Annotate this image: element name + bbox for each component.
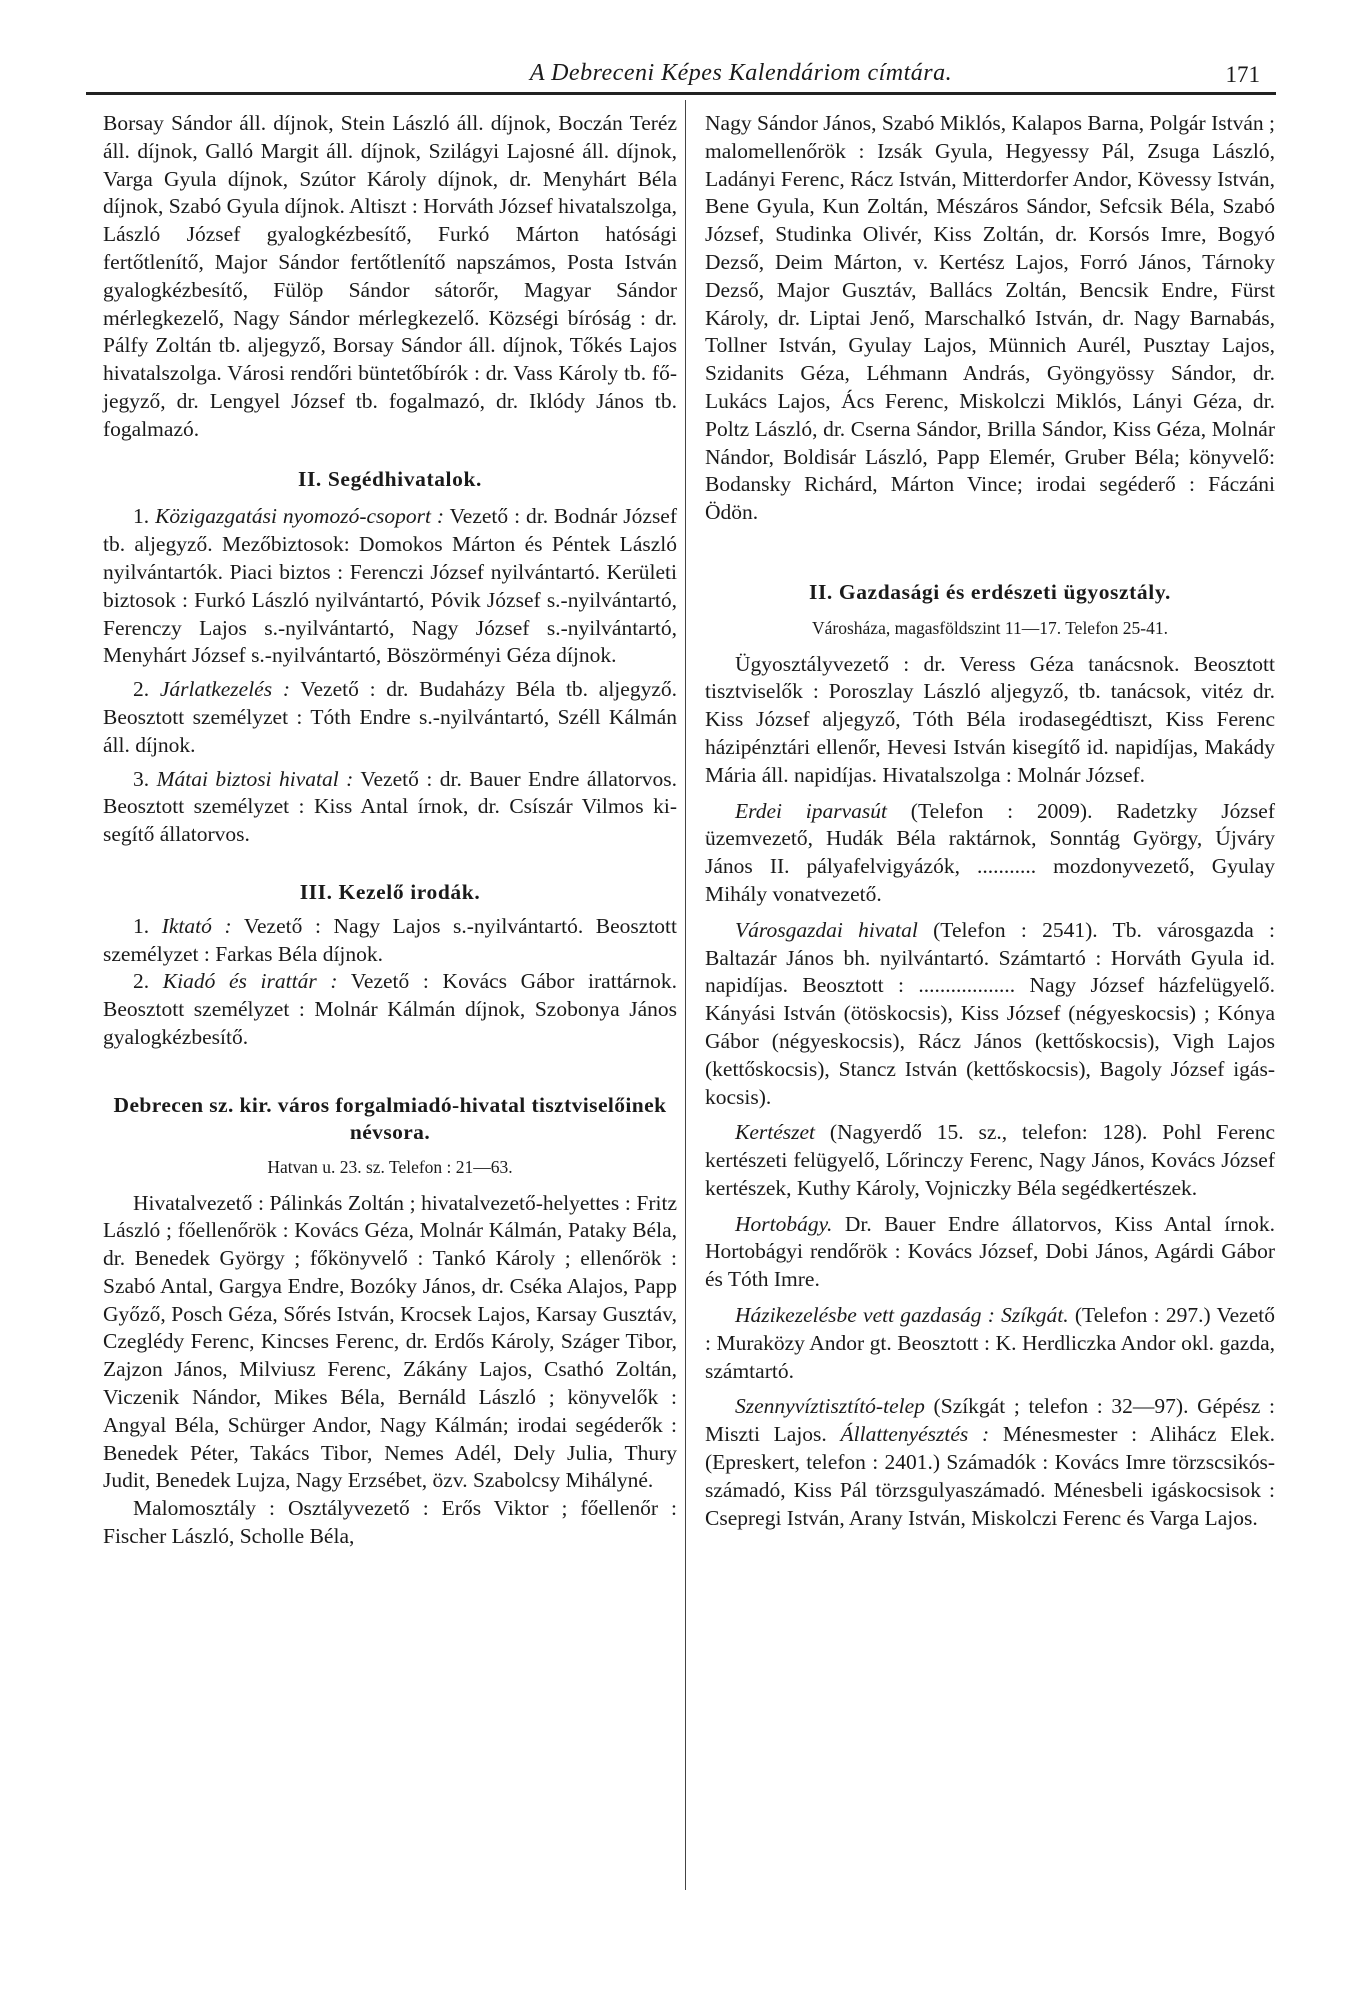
item-text: Vezető : Kovács Gábor irattárnok. Beosztott személyzet : Molnár Kálmán díjnok, Szobonya János gyalogkézbesítő. [103, 969, 677, 1049]
item-text: (Telefon : 2541). Tb. városgazda : Baltazár János bh. nyilvántartó. Számtartó : Horváth Gyula id. napidíjas. Beosztott : .................. Nagy József házfelügyelő. Kányási István (ötöskocsis), Kiss József (négyeskocsis) ; Kónya Gábor (négyeskocsis), Rácz János (kettőskocsis), Vigh Lajos (kettőskocsis), Stancz István (kettőskocsis), Bagoly József igáskocsis). [705, 917, 1276, 1109]
paragraph [705, 1119, 1275, 1202]
item-text: Ménesmester : Alihácz Elek. (Epreskert, telefon : 2401.) Számadók : Kovács Imre törzscsikós-számadó, Kiss Pál törzsgulyaszámadó. Ménesbeli igáskocsisok : Csepregi István, Arany István, Miskolczi Ferenc és Varga Lajos. [705, 1422, 1275, 1530]
item-text: (Szíkgát ; telefon : 32—97). Gépész : Miszti Lajos. [705, 1394, 1275, 1447]
paragraph: Malomosztály : Osztályvezető : Erős Viktor ; főellenőr : Fischer László, Scholle Béla, [103, 1496, 677, 1549]
paragraph [103, 913, 677, 969]
item-title: Házikezelésbe vett gazdaság : Szíkgát. [735, 1303, 1069, 1328]
item-text: (Telefon : 2009). Radetzky József üzemvezető, Hudák Béla raktárnok, Sonntág György, Újváry János II. pályafelvigyázók, ........... mozdonyvezető, Gyulay Mihály vonatvezető. [705, 798, 1275, 906]
paragraph [103, 503, 677, 670]
section-heading: II. Gazdasági és erdészeti ügyosztály. [809, 579, 1171, 604]
paragraph: Ügyosztályvezető : dr. Veress Géza tanácsnok. Beosztott tisztviselők : Poroszlay László aljegyző, tb. tanácsok, vitéz dr. Kiss József aljegyző, Tóth Béla irodasegédtiszt, Kiss Ferenc házipénztári ellenőr, Hevesi István kisegítő id. napidíjas, Makády Mária áll. napidíjas. Hivatalszolga : Molnár József. [705, 651, 1275, 787]
item-title: Közigazgatási nyomozó-csoport : [155, 504, 445, 529]
item-title: Iktató : [161, 913, 232, 938]
item-number: 2. [133, 677, 150, 702]
item-text: Vezető : dr. Bauer Endre állatorvos. Beosztott személyzet : Kiss Antal írnok, dr. Csíszár Vilmos kisegítő állatorvos. [103, 766, 678, 847]
item-number: 2. [133, 969, 150, 994]
item-title: Mátai biztosi hivatal : [156, 766, 354, 791]
section-heading: Debrecen sz. kir. város forgalmiadó-hivatal tisztviselőinek névsora. [113, 1092, 667, 1144]
item-text: Vezető : dr. Budaházy Béla tb. aljegyző. Beosztott személyzet : Tóth Endre s.-nyilvántartó, Széll Kálmán áll. díjnok. [103, 677, 677, 757]
item-number: 3. [133, 766, 150, 791]
paragraph [103, 968, 677, 1051]
paragraph: Hivatalvezető : Pálinkás Zoltán ; hivatalvezető-helyettes : Fritz László ; főellenőrök : Kovács Géza, Molnár Kálmán, Pataky Béla, dr. Benedek György ; főkönyvelő : Tankó Károly ; ellenőrök : Szabó Antal, Gargya Endre, Bozóky János, dr. Cséka Alajos, Papp Győző, Posch Géza, Sőrés István, Krocsek Lajos, Karsay Gusztáv, Czeglédy Ferenc, Kincses Ferenc, dr. Erdős Károly, Száger Tibor, Zajzon János, Milviusz Ferenc, Zákány Lajos, Csathó Zoltán, Viczenik Nándor, Mikes Béla, Bernáld László ; könyvelők : Angyal Béla, Schürger Andor, Nagy Kálmán; irodai segéderők : Benedek Péter, Takács Tibor, Nemes Adél, Dely Julia, Thury Judit, Benedek Lujza, Nagy Erzsébet, özv. Szabolcsy Mihályné. [103, 1190, 677, 1493]
item-title: Hortobágy. [735, 1211, 833, 1236]
paragraph: Borsay Sándor áll. díjnok, Stein László áll. díjnok, Boczán Teréz áll. díjnok, Galló Margit áll. díjnok, Szilágyi Lajosné áll. díjnok, Varga Gyula díjnok, Szútor Károly díjnok, dr. Menyhárt Béla díjnok, Szabó Gyula díjnok. Altiszt : Horváth József hivatalszolga, László József gyalogkézbesítő, Furkó Márton hatósági fertőtlenítő, Major Sándor fertőtlenítő napszámos, Posta István gyalogkézbesítő, Fülöp Sándor sátorőr, Magyar Sándor mérlegkezelő, Nagy Sándor mérlegkezelő. Községi bíróság : dr. Pálfy Zoltán tb. aljegyző, Borsay Sándor áll. díjnok, Tőkés Lajos hivatalszolga. Városi rendőri büntetőbírók : dr. Vass Károly tb. főjegyző, dr. Lengyel József tb. fogalmazó, dr. Iklódy János tb. fogalmazó. [103, 111, 677, 441]
paragraph: Nagy Sándor János, Szabó Miklós, Kalapos Barna, Polgár István ; malomellenőrök : Izsák Gyula, Hegyessy Pál, Zsuga László, Ladányi Ferenc, Rácz István, Mitterdorfer Andor, Kövessy István, Bene Gyula, Kun Zoltán, Mészáros Sándor, Sefcsik Béla, Szabó József, Studinka Olivér, Kiss Zoltán, dr. Korsós Imre, Bogyó Dezső, Deim Márton, v. Kertész Lajos, Forró János, Tárnoky Dezső, Major Gusztáv, Ballács Zoltán, Bencsik Endre, Fürst Károly, dr. Liptai Jenő, Marschalkó István, dr. Nagy Barnabás, Tollner István, Gyulay Lajos, Münnich Aurél, Pusztay Lajos, Szidanits Géza, Léhmann András, Gyöngyössy Sándor, dr. Lukács Lajos, Ács Ferenc, Miskolczi Miklós, Lányi Géza, dr. Poltz László, dr. Cserna Sándor, Brilla Sándor, Kiss Géza, Molnár Nándor, Boldisár László, Papp Elemér, Gruber Béla; könyvelő: Bodansky Richárd, Márton Vince; irodai segéderő : Fáczáni Ödön. [705, 111, 1275, 525]
right-column [705, 110, 1275, 1532]
item-text: Vezető : Nagy Lajos s.-nyilvántartó. Beosztott személyzet : Farkas Béla díjnok. [103, 913, 678, 966]
section-heading: II. Segédhivatalok. [297, 466, 483, 491]
item-number: 1. [133, 913, 150, 938]
item-text: (Nagyerdő 15. sz., telefon: 128). Pohl Ferenc kertészeti felügyelő, Lőrinczy Ferenc, Nagy János, Kovács József kertészek, Kuthy Károly, Vojniczky Béla segédkertészek. [705, 1120, 1275, 1200]
section-heading: III. Kezelő irodák. [299, 879, 481, 904]
paragraph [705, 1393, 1275, 1532]
running-header [86, 60, 1276, 92]
item-title: Városgazdai hivatal [735, 917, 918, 942]
header-rule [86, 92, 1276, 95]
page-number: 171 [1225, 62, 1260, 87]
item-title: Kiadó és irattár : [162, 969, 338, 994]
section-address: Hatvan u. 23. sz. Telefon : 21—63. [267, 1156, 513, 1177]
left-column [103, 110, 677, 1551]
section-address: Városháza, magasföldszint 11—17. Telefon 25-41. [812, 617, 1168, 638]
paragraph [705, 798, 1275, 909]
column-divider [685, 100, 686, 1890]
paragraph [103, 676, 677, 759]
paragraph [103, 766, 677, 849]
item-title: Állattenyésztés : [840, 1422, 990, 1447]
item-title: Járlatkezelés : [159, 677, 290, 702]
running-title: A Debreceni Képes Kalendáriom címtára. [529, 60, 953, 86]
item-title: Erdei iparvasút [735, 798, 887, 823]
item-text: Dr. Bauer Endre állatorvos, Kiss Antal írnok. Hortobágyi rendőrök : Kovács József, Dobi János, Agárdi Gábor és Tóth Imre. [705, 1211, 1275, 1292]
item-title: Szennyvíztisztító-telep [735, 1394, 925, 1419]
item-title: Kertészet [735, 1120, 816, 1145]
paragraph [705, 917, 1275, 1112]
paragraph [705, 1302, 1275, 1385]
item-text: (Telefon : 297.) Vezető : Muraközy Andor gt. Beosztott : K. Herdliczka Andor okl. gazda, számtartó. [705, 1303, 1275, 1383]
item-number: 1. [133, 504, 150, 529]
item-text: Vezető : dr. Bodnár József tb. aljegyző. Mezőbiztosok: Domokos Márton és Péntek László nyilvántartók. Piaci biztos : Ferenczi József nyilvántartó. Kerületi biztosok : Furkó László nyilvántartó, Póvik József s.-nyilvántartó, Ferenczy Lajos s.-nyilvántartó, Nagy József s.-nyilvántartó, Menyhárt József s.-nyilvántartó, Böszörményi Géza díjnok. [103, 504, 678, 668]
paragraph [705, 1211, 1275, 1294]
